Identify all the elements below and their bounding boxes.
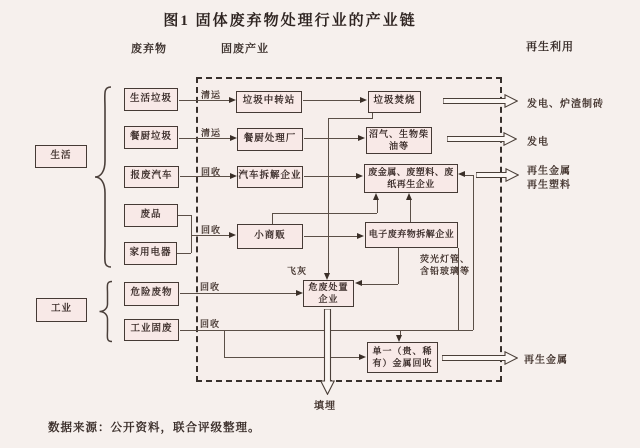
connector-line bbox=[303, 100, 361, 101]
arrowhead bbox=[358, 135, 365, 141]
arrowhead bbox=[324, 273, 330, 280]
connector-line bbox=[465, 175, 473, 176]
connector-line bbox=[180, 293, 296, 294]
connector-line bbox=[377, 198, 378, 213]
industry-box-hazardous-disposal: 危废处置 企业 bbox=[303, 280, 354, 307]
connector-line bbox=[177, 253, 191, 254]
connector-line bbox=[304, 138, 358, 139]
output-arrow-single-metal bbox=[442, 351, 518, 365]
arrowhead bbox=[230, 135, 237, 141]
industry-box-car-dismantling: 汽车拆解企业 bbox=[237, 166, 303, 188]
industry-box-small-vendors: 小商贩 bbox=[237, 224, 303, 249]
industry-box-kitchen-waste-plant: 餐厨处理厂 bbox=[237, 128, 303, 151]
industry-box-single-metal-recovery: 单一（贵、稀 有）金属回收 bbox=[367, 342, 438, 373]
connector-line bbox=[410, 198, 411, 222]
connector-line bbox=[398, 248, 399, 284]
flow-label-recycle: 回收 bbox=[200, 319, 221, 329]
group-box-industrial: 工业 bbox=[36, 298, 87, 322]
output-label-recycled-metal-plastic: 再生金属 再生塑料 bbox=[527, 166, 571, 191]
output-label-recycled-metal: 再生金属 bbox=[524, 355, 568, 366]
waste-box-kitchen-waste: 餐厨垃圾 bbox=[124, 126, 178, 149]
flow-label-recycle: 回收 bbox=[200, 282, 221, 292]
output-arrow-incineration bbox=[443, 94, 518, 108]
output-arrow-recycling bbox=[476, 168, 519, 182]
column-header-solid-waste-industry: 固废产业 bbox=[221, 43, 269, 55]
flow-label-fluorescent: 荧光灯管、 含铅玻璃等 bbox=[420, 254, 471, 277]
output-label-power-slag-bricks: 发电、炉渣制砖 bbox=[527, 99, 604, 110]
flow-label-transport: 清运 bbox=[201, 90, 222, 100]
waste-box-industrial-solid-waste: 工业固废 bbox=[124, 319, 179, 341]
connector-line bbox=[328, 118, 373, 119]
connector-line bbox=[272, 213, 273, 224]
connector-line bbox=[272, 213, 377, 214]
flow-label-transport: 清运 bbox=[201, 128, 222, 138]
waste-box-scrapped-cars: 报废汽车 bbox=[124, 166, 179, 188]
flow-label-landfill: 填埋 bbox=[314, 401, 336, 412]
arrowhead bbox=[357, 233, 364, 239]
arrowhead bbox=[396, 335, 402, 342]
landfill-arrow bbox=[320, 309, 335, 395]
connector-line bbox=[328, 118, 329, 273]
industry-box-incineration: 垃圾焚烧 bbox=[368, 91, 421, 113]
industry-box-recycling-enterprises: 废金属、废塑料、废 纸再生企业 bbox=[364, 164, 458, 193]
column-header-waste: 废弃物 bbox=[131, 43, 167, 55]
arrowhead bbox=[373, 193, 379, 200]
arrowhead bbox=[230, 173, 237, 179]
industry-box-ewaste-dismantling: 电子废弃物拆解企业 bbox=[365, 222, 458, 248]
output-label-power-generation: 发电 bbox=[527, 137, 549, 148]
connector-line bbox=[224, 357, 359, 358]
output-arrow-biogas bbox=[447, 132, 517, 146]
connector-line bbox=[191, 215, 192, 253]
brace-domestic-group bbox=[92, 85, 114, 269]
industry-box-biogas: 沼气、生物柴 油等 bbox=[366, 127, 432, 154]
arrowhead bbox=[406, 193, 412, 200]
waste-box-domestic-garbage: 生活垃圾 bbox=[124, 88, 178, 111]
arrowhead bbox=[355, 280, 362, 286]
connector-line bbox=[178, 215, 191, 216]
flow-label-recycle: 回收 bbox=[201, 225, 222, 235]
waste-box-hazardous-waste: 危险废物 bbox=[124, 282, 179, 306]
flow-label-fly-ash: 飞灰 bbox=[287, 266, 308, 276]
arrowhead bbox=[296, 290, 303, 296]
brace-industrial-group bbox=[97, 280, 114, 343]
arrowhead bbox=[458, 171, 465, 177]
arrowhead bbox=[229, 97, 236, 103]
source-note: 数据来源：公开资料，联合评级整理。 bbox=[48, 422, 261, 434]
arrowhead bbox=[360, 97, 367, 103]
arrowhead bbox=[356, 173, 363, 179]
figure-title: 图1 固体废弃物处理行业的产业链 bbox=[163, 13, 417, 29]
connector-line bbox=[362, 284, 398, 285]
industry-box-garbage-transfer-station: 垃圾中转站 bbox=[236, 91, 302, 113]
flow-label-recycle: 回收 bbox=[201, 167, 222, 177]
connector-line bbox=[304, 176, 356, 177]
connector-line bbox=[304, 236, 357, 237]
group-box-domestic: 生活 bbox=[35, 145, 87, 168]
column-header-recycling-use: 再生利用 bbox=[526, 41, 574, 53]
arrowhead bbox=[229, 232, 236, 238]
connector-line bbox=[224, 330, 225, 357]
waste-box-scrap-goods: 废品 bbox=[124, 204, 178, 227]
arrowhead bbox=[359, 354, 366, 360]
waste-box-household-appliances: 家用电器 bbox=[124, 242, 177, 265]
